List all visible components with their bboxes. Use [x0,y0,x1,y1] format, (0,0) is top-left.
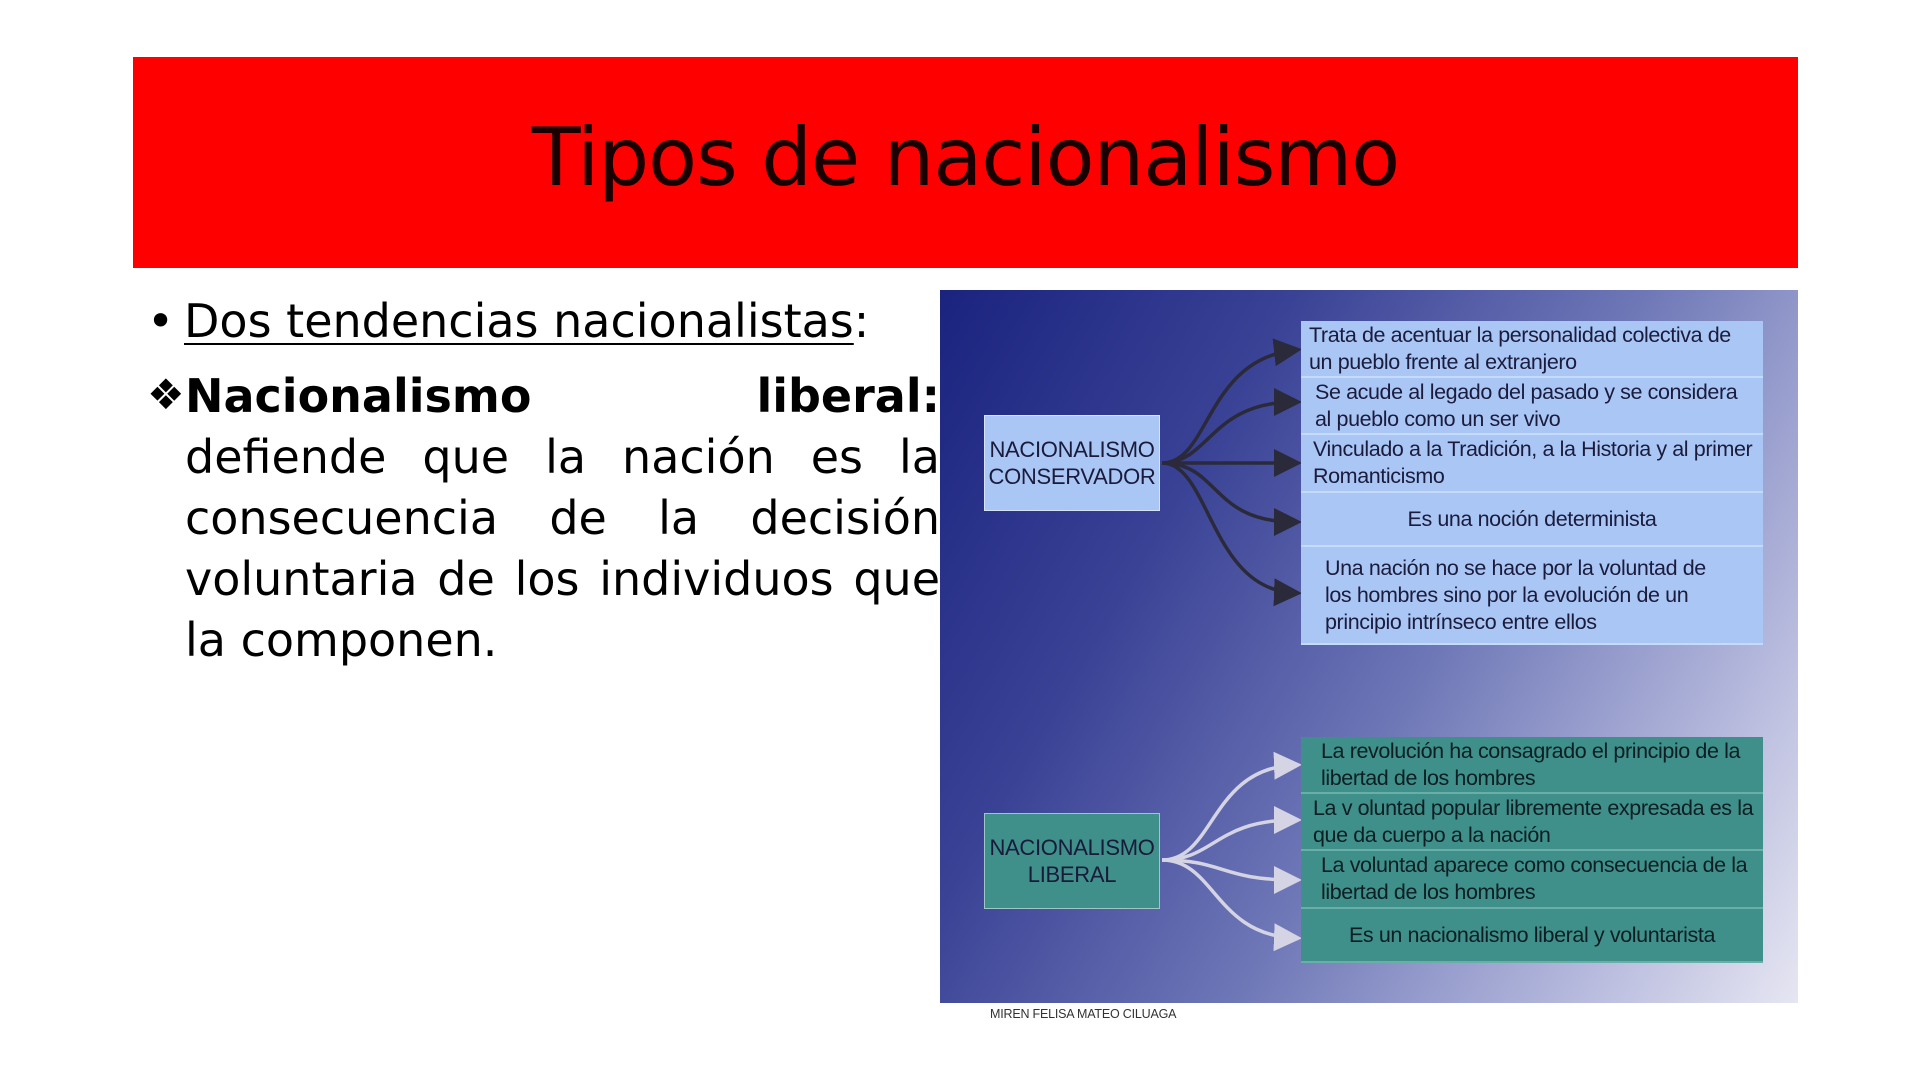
liberal-item-1: La revolución ha consagrado el principio de la libertad de los hombres [1301,737,1763,794]
category-label-line1: NACIONALISMO [989,437,1155,462]
category-label-line2: LIBERAL [1027,862,1117,887]
bullet-dot-icon: • [147,294,175,348]
liberal-item-3: La voluntad aparece como consecuencia de la libertad de los hombres [1301,851,1763,909]
arrow-cons-1 [1162,350,1295,463]
conservador-item-1: Trata de acentuar la personalidad colectiva de un pueblo frente al extranjero [1301,321,1763,378]
conservador-item-5: Una nación no se hace por la voluntad de los hombres sino por la evolución de un principio intrínseco entre ellos [1301,547,1763,645]
category-label-line2: CONSERVADOR [988,464,1156,489]
liberal-item-2: La v oluntad popular libremente expresada es la que da cuerpo a la nación [1301,794,1763,851]
title-bar [133,57,1798,268]
conservador-item-2: Se acude al legado del pasado y se considera al pueblo como un ser vivo [1301,378,1763,435]
arrow-lib-1 [1162,765,1295,860]
conservador-item-3: Vinculado a la Tradición, a la Historia y al primer Romanticismo [1301,435,1763,493]
concept-diagram [940,290,1798,1003]
conservador-items [1301,321,1763,645]
definition-paragraph [147,366,940,671]
category-label-line1: NACIONALISMO [989,835,1155,860]
bullet-item [147,290,940,352]
image-credit: MIREN FELISA MATEO CILUAGA [990,1007,1177,1021]
liberal-items [1301,737,1763,963]
diamond-bullet-icon: ❖ [147,370,185,419]
definition-text: defiende que la nación es la consecuencia de la decisión voluntaria de los individuos que la componen. [185,430,940,667]
category-box-conservador [984,415,1160,511]
text-column [147,290,940,671]
slide-title: Tipos de nacionalismo [531,111,1400,204]
liberal-arrows [1162,765,1295,938]
conservador-arrows [1162,350,1295,593]
category-box-liberal [984,813,1160,909]
definition-term: Nacionalismo liberal: [185,369,940,423]
conservador-item-4: Es una noción determinista [1301,493,1763,547]
arrow-cons-5 [1162,463,1295,593]
bullet-suffix: : [853,294,870,348]
bullet-text: Dos tendencias nacionalistas [184,294,854,348]
liberal-item-4: Es un nacionalismo liberal y voluntarista [1301,909,1763,963]
